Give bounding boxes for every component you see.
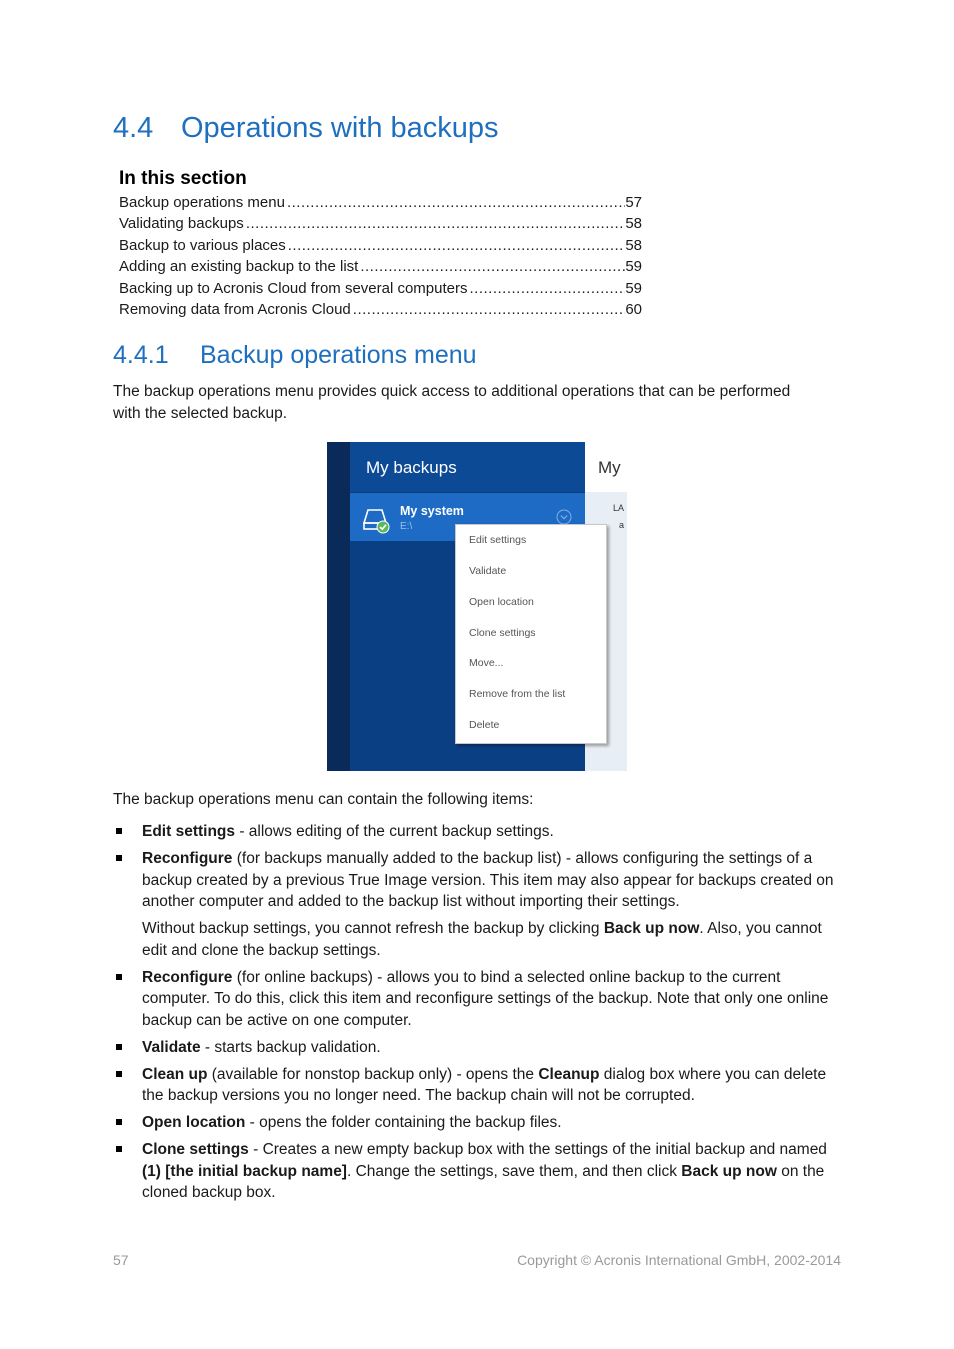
list-intro: The backup operations menu can contain the following items: bbox=[113, 791, 534, 808]
toc-leader bbox=[360, 256, 625, 277]
menu-item-clone-settings[interactable]: Clone settings bbox=[469, 627, 536, 639]
item-text: dialog box where you can delete the backup versions you no longer need. The backup chain will not be corrupted. bbox=[142, 1065, 827, 1104]
toc-leader bbox=[353, 299, 626, 320]
toc-entry-title: Validating backups bbox=[119, 215, 244, 233]
toc-entry-title: Backup operations menu bbox=[119, 194, 285, 211]
menu-item-move[interactable]: Move... bbox=[469, 657, 504, 669]
toc-leader bbox=[287, 192, 625, 213]
toc-entry-page: 59 bbox=[625, 279, 642, 297]
toc-title: In this section bbox=[119, 168, 247, 189]
item-term: Reconfigure bbox=[142, 850, 233, 867]
toc-entry[interactable] bbox=[119, 256, 642, 277]
item-note bbox=[142, 918, 841, 961]
intro-line: with the selected backup. bbox=[113, 404, 288, 422]
toc-entry-page: 58 bbox=[625, 236, 642, 254]
backup-item-title: My system bbox=[400, 504, 464, 518]
drive-check-icon bbox=[363, 506, 393, 534]
item-text: . Change the settings, save them, and then click bbox=[346, 1162, 682, 1180]
item-bold: (1) [the initial backup name] bbox=[142, 1162, 347, 1180]
item-term: Clone settings bbox=[142, 1141, 249, 1158]
list-item bbox=[113, 1037, 841, 1059]
list-item bbox=[113, 967, 841, 1032]
item-text: (for online backups) - allows you to bind a selected online backup to the current computer. To do this, click this item and reconfigure settings of the backup. Note that only one online backup can be active on one computer. bbox=[142, 968, 829, 1029]
details-label: a bbox=[619, 520, 625, 530]
item-text: on the cloned backup box. bbox=[142, 1162, 825, 1201]
menu-item-validate[interactable]: Validate bbox=[469, 565, 507, 577]
subsection-heading bbox=[113, 341, 477, 370]
toc-leader bbox=[246, 213, 626, 234]
subsection-number: 4.4.1 bbox=[113, 341, 169, 369]
toc-entry-page: 57 bbox=[625, 194, 642, 211]
item-text: - opens the folder containing the backup files. bbox=[245, 1114, 562, 1131]
intro-line: The backup operations menu provides quick access to additional operations that can be performed bbox=[113, 383, 791, 400]
list-item bbox=[113, 848, 841, 961]
app-sidebar-strip bbox=[327, 442, 350, 771]
toc-entry[interactable] bbox=[119, 192, 642, 213]
subsection-title: Backup operations menu bbox=[200, 341, 477, 369]
backup-item-path: E:\ bbox=[400, 521, 413, 532]
toc-entry-page: 58 bbox=[625, 215, 642, 233]
list-item bbox=[113, 821, 841, 843]
details-label: LA bbox=[613, 503, 625, 513]
section-number: 4.4 bbox=[113, 112, 154, 144]
operations-list bbox=[113, 821, 841, 1209]
list-item bbox=[113, 1064, 841, 1107]
item-text: - starts backup validation. bbox=[200, 1038, 381, 1056]
page-number: 57 bbox=[113, 1252, 129, 1268]
section-heading bbox=[113, 112, 499, 145]
item-bold: Back up now bbox=[681, 1162, 777, 1180]
toc-entry-title: Removing data from Acronis Cloud bbox=[119, 300, 351, 318]
item-note-text: Without backup settings, you cannot refresh the backup by clicking bbox=[142, 920, 604, 937]
intro-paragraph bbox=[113, 381, 841, 424]
app-screenshot bbox=[327, 442, 627, 771]
item-note-text: . Also, you cannot edit and clone the backup settings. bbox=[142, 920, 822, 959]
toc-entry[interactable] bbox=[119, 213, 642, 234]
copyright: Copyright © Acronis International GmbH, 2002-2014 bbox=[517, 1252, 841, 1268]
list-item bbox=[113, 1112, 841, 1134]
toc-entry[interactable] bbox=[119, 235, 642, 256]
list-item bbox=[113, 1139, 841, 1204]
menu-item-delete[interactable]: Delete bbox=[469, 719, 500, 731]
toc-entry-title: Backup to various places bbox=[119, 236, 286, 254]
item-text: - Creates a new empty backup box with the settings of the initial backup and named bbox=[248, 1141, 827, 1158]
item-text: (for backups manually added to the backup list) - allows configuring the settings of a backup created by a previous True Image version. This item may also appear for backups created on another computer and added to the backup list without importing their settings. bbox=[142, 850, 834, 910]
menu-item-edit-settings[interactable]: Edit settings bbox=[469, 534, 527, 546]
toc-list bbox=[119, 192, 642, 320]
item-term: Open location bbox=[142, 1114, 246, 1131]
item-term: Edit settings bbox=[142, 823, 236, 840]
bullet-square-icon bbox=[116, 1119, 122, 1125]
menu-item-remove-from-list[interactable]: Remove from the list bbox=[469, 688, 566, 700]
section-title: Operations with backups bbox=[181, 112, 499, 144]
item-term: Reconfigure bbox=[142, 968, 233, 986]
toc-leader bbox=[288, 235, 626, 256]
toc-entry[interactable] bbox=[119, 299, 642, 320]
toc-entry-page: 59 bbox=[625, 258, 642, 276]
bullet-square-icon bbox=[116, 828, 122, 834]
bullet-square-icon bbox=[116, 855, 122, 861]
item-bold: Cleanup bbox=[538, 1065, 600, 1083]
bullet-square-icon bbox=[116, 1044, 122, 1050]
bullet-square-icon bbox=[116, 974, 122, 980]
toc-leader bbox=[470, 278, 626, 299]
toc-entry-page: 60 bbox=[625, 300, 642, 318]
bullet-square-icon bbox=[116, 1071, 122, 1077]
toc-entry-title: Backing up to Acronis Cloud from several computers bbox=[119, 279, 468, 297]
backup-operations-menu bbox=[455, 524, 607, 744]
item-term: Clean up bbox=[142, 1065, 208, 1083]
item-term: Validate bbox=[142, 1038, 201, 1056]
item-note-bold: Back up now bbox=[603, 920, 700, 937]
item-text: (available for nonstop backup only) - opens the bbox=[207, 1065, 539, 1083]
backups-header-title: My backups bbox=[366, 458, 457, 477]
bullet-square-icon bbox=[116, 1146, 122, 1152]
item-text: - allows editing of the current backup settings. bbox=[235, 823, 554, 840]
menu-item-open-location[interactable]: Open location bbox=[469, 596, 534, 608]
details-header-title: My bbox=[598, 458, 621, 477]
toc-entry-title: Adding an existing backup to the list bbox=[119, 258, 359, 276]
toc-entry[interactable] bbox=[119, 278, 642, 299]
chevron-down-icon[interactable] bbox=[556, 509, 572, 525]
